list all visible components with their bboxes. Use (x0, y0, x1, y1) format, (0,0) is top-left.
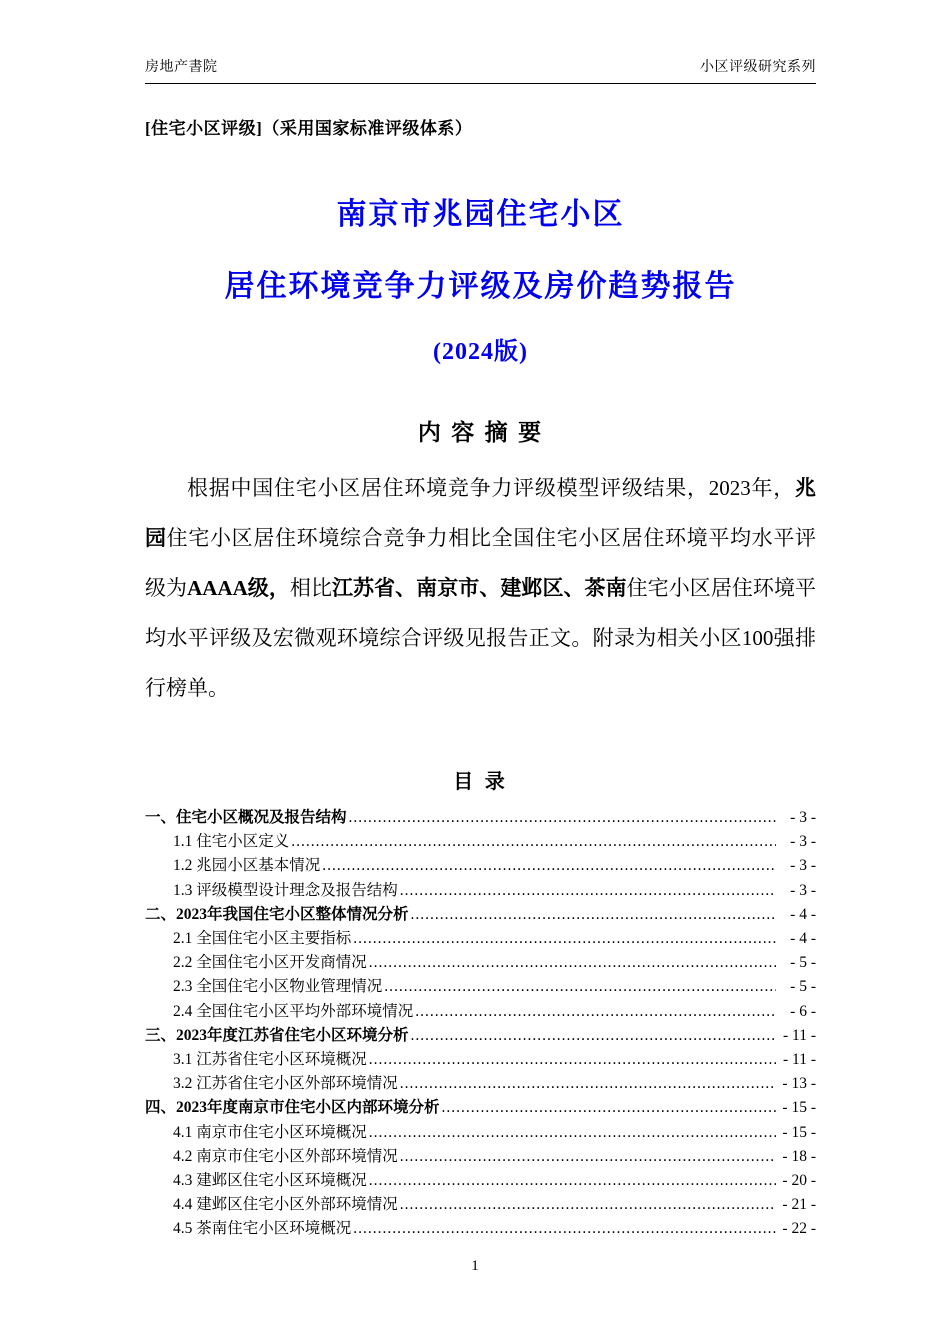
toc-page-number: - 4 - (790, 905, 816, 923)
toc-item[interactable] (145, 927, 816, 951)
abstract-segment: 兆园 (145, 476, 816, 550)
abstract-segment: 住宅小区居住环境平均水平评级及宏微观环境综合评级见报告正文。附录为相关小区100强排行榜单。 (145, 576, 817, 700)
toc-item[interactable] (145, 1169, 816, 1193)
toc-page-number: - 13 - (782, 1075, 816, 1093)
toc-item-label: 1.2 兆园小区基本情况 (173, 857, 321, 875)
toc-item[interactable] (145, 1145, 816, 1169)
title-block (145, 189, 816, 366)
toc-item-label: 1.3 评级模型设计理念及报告结构 (173, 881, 398, 899)
toc-item-label: 4.3 建邺区住宅小区环境概况 (173, 1172, 367, 1190)
toc-item-label: 三、2023年度江苏省住宅小区环境分析 (145, 1026, 409, 1044)
toc-item-label: 二、2023年我国住宅小区整体情况分析 (145, 905, 409, 923)
toc-item[interactable] (145, 1000, 816, 1024)
footer-page-number: 1 (471, 1258, 479, 1274)
toc-leader-dots (411, 1024, 776, 1048)
toc-item[interactable] (145, 951, 816, 975)
toc-item-label: 一、住宅小区概况及报告结构 (145, 809, 347, 826)
toc-page-number: - 15 - (782, 1099, 816, 1117)
toc-leader-dots (411, 903, 776, 927)
report-title-edition: (2024版) (433, 339, 528, 365)
toc-leader-dots (369, 1169, 776, 1193)
toc-item-label: 1.1 住宅小区定义 (173, 833, 290, 851)
toc-leader-dots (384, 975, 776, 999)
toc-page-number: - 6 - (790, 1002, 816, 1020)
toc-page-number: - 21 - (782, 1196, 816, 1214)
toc-page-number: - 20 - (782, 1172, 816, 1190)
header-right-text: 小区评级研究系列 (700, 60, 816, 75)
toc-item-label: 4.4 建邺区住宅小区外部环境情况 (173, 1196, 398, 1214)
toc-page-number: - 5 - (790, 978, 816, 996)
toc-leader-dots (322, 854, 776, 878)
toc-item-label: 4.2 南京市住宅小区外部环境情况 (173, 1147, 398, 1165)
toc-item[interactable] (145, 806, 816, 830)
toc-page-number: - 4 - (790, 930, 816, 948)
toc-page-number: - 11 - (783, 1026, 816, 1044)
report-title-line1: 南京市兆园住宅小区 (336, 198, 625, 231)
toc-item[interactable] (145, 879, 816, 903)
toc-page-number: - 3 - (790, 809, 816, 826)
toc-page-number: - 18 - (782, 1147, 816, 1165)
abstract-segment: 江苏省、南京市、建邺区、茶南 (332, 576, 627, 600)
toc-heading: 目 录 (453, 771, 508, 793)
toc-page-number: - 15 - (782, 1123, 816, 1141)
toc-item[interactable] (145, 830, 816, 854)
abstract-segment: 相比 (289, 576, 332, 600)
header-left-text: 房地产書院 (145, 60, 218, 75)
toc-leader-dots (400, 1193, 776, 1217)
toc-leader-dots (369, 951, 776, 975)
toc-page-number: - 3 - (790, 881, 816, 899)
toc-item-label: 4.1 南京市住宅小区环境概况 (173, 1123, 367, 1141)
abstract-paragraph (145, 463, 816, 713)
toc-item[interactable] (145, 1217, 816, 1241)
toc-item[interactable] (145, 1193, 816, 1217)
toc-page-number: - 22 - (782, 1220, 816, 1238)
toc-item-label: 2.3 全国住宅小区物业管理情况 (173, 978, 383, 996)
toc-leader-dots (400, 1145, 776, 1169)
toc-item-label: 2.2 全国住宅小区开发商情况 (173, 954, 367, 972)
toc-item[interactable] (145, 975, 816, 999)
report-tagline: [住宅小区评级]（采用国家标准评级体系） (145, 119, 473, 138)
report-title-line2: 居住环境竞争力评级及房价趋势报告 (224, 270, 737, 303)
toc-page-number: - 5 - (790, 954, 816, 972)
abstract-segment: AAAA级， (187, 576, 290, 600)
toc-leader-dots (369, 1048, 776, 1072)
toc-item[interactable] (145, 854, 816, 878)
toc-leader-dots (369, 1121, 776, 1145)
toc-leader-dots (442, 1096, 776, 1120)
toc-item[interactable] (145, 1024, 816, 1048)
abstract-heading: 内 容 摘 要 (417, 419, 544, 445)
toc-item-label: 2.4 全国住宅小区平均外部环境情况 (173, 1002, 414, 1020)
toc-leader-dots (400, 1072, 776, 1096)
toc-item-label: 四、2023年度南京市住宅小区内部环境分析 (145, 1099, 440, 1117)
abstract-segment: 根据中国住宅小区居住环境竞争力评级模型评级结果，2023年， (187, 476, 795, 500)
toc-item[interactable] (145, 1072, 816, 1096)
toc-leader-dots (349, 806, 776, 830)
toc-item[interactable] (145, 1121, 816, 1145)
toc-list (145, 806, 816, 1242)
toc-page-number: - 11 - (783, 1051, 816, 1069)
toc-item[interactable] (145, 1096, 816, 1120)
toc-page-number: - 3 - (790, 857, 816, 875)
abstract-segment: 住宅小区居住环境综合竞争力相比全国住宅小区居住环境平均水平评级为 (145, 526, 817, 600)
toc-leader-dots (291, 830, 776, 854)
toc-leader-dots (400, 879, 776, 903)
toc-leader-dots (353, 927, 776, 951)
toc-page-number: - 3 - (790, 833, 816, 851)
toc-leader-dots (353, 1217, 776, 1241)
toc-item[interactable] (145, 1048, 816, 1072)
toc-item-label: 3.1 江苏省住宅小区环境概况 (173, 1051, 367, 1069)
toc-item-label: 3.2 江苏省住宅小区外部环境情况 (173, 1075, 398, 1093)
toc-item-label: 4.5 茶南住宅小区环境概况 (173, 1220, 352, 1238)
toc-item[interactable] (145, 903, 816, 927)
toc-leader-dots (415, 1000, 776, 1024)
page-header (145, 56, 816, 84)
toc-item-label: 2.1 全国住宅小区主要指标 (173, 930, 352, 948)
